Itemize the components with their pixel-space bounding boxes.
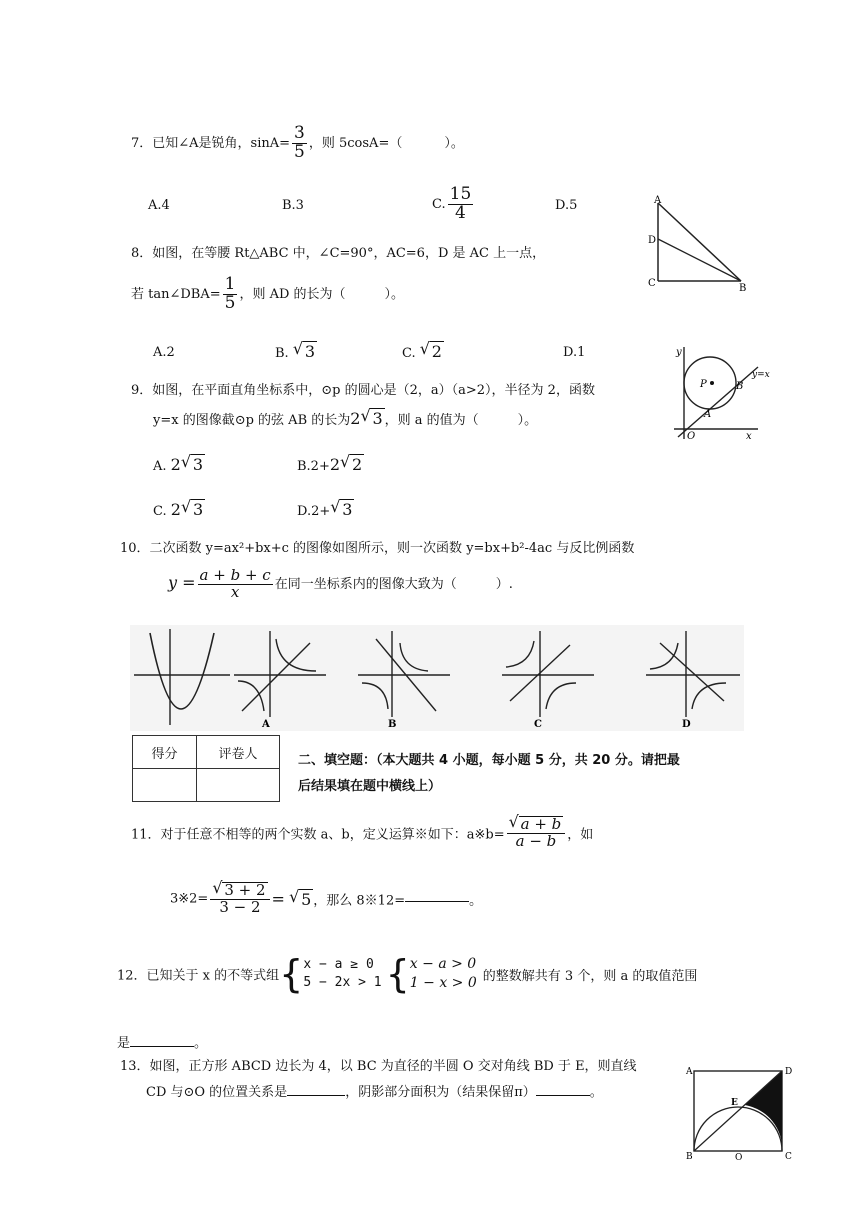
q10-label-d: D: [682, 719, 691, 730]
section2-title-line2: 后结果填在题中横线上）: [298, 779, 442, 794]
q7-fraction: $\frac{3}{5}$: [294, 123, 305, 162]
q10-label-a: A: [262, 719, 270, 730]
q9-coordinate-figure: [668, 341, 780, 445]
q8-label-d: D: [648, 235, 657, 246]
q8-stem-line2: 若 tan∠DBA= $\frac{1}{5}$ ，则 AD 的长为（ ）。: [131, 274, 405, 313]
grader-label: 评卷人: [197, 736, 280, 769]
q10-stem-line1: 10．二次函数 y=ax²+bx+c 的图像如图所示，则一次函数 y=bx+b²-4ac 与反比例函数: [120, 541, 635, 556]
q12-stem-line1: 12．已知关于 x 的不等式组{ x − a ≥ 0 5 − 2x > 1 { x − a > 0 1 − x > 0 的整数解共有 3 个，则 a 的取值范围: [117, 952, 698, 996]
score-table: [132, 735, 280, 802]
q9-label-x: x: [746, 431, 752, 442]
q13-label-b: B: [686, 1152, 693, 1161]
q12-answer-blank[interactable]: [130, 1046, 194, 1047]
q10-stem-line2: y = $\frac{a + b + c}{x}$ 在同一坐标系内的图像大致为（ ）.: [168, 566, 513, 601]
q13-label-d: D: [785, 1067, 793, 1077]
q10-label-c: C: [534, 719, 542, 730]
section2-title-line1: 二、填空题：（本大题共 4 小题，每小题 5 分，共 20 分。请把最: [298, 753, 680, 768]
q7-option-a: A.4: [148, 198, 170, 213]
q10-graphs-figure: [130, 625, 744, 731]
q9-label-a: A: [704, 409, 712, 420]
q9-stem-line2: y=x 的图像截⊙p 的弦 AB 的长为2 √ 3 ，则 a 的值为（ ）。: [153, 406, 538, 428]
q8-option-b: B. √ 3: [275, 339, 316, 361]
q9-label-p: P: [700, 379, 707, 390]
q7-option-d: D.5: [555, 198, 578, 213]
q13-label-a: A: [686, 1067, 693, 1077]
q9-option-c: C. 2 √ 3: [153, 497, 204, 519]
score-label: 得分: [133, 736, 197, 769]
grader-cell[interactable]: [197, 769, 280, 802]
q9-label-line: y=x: [752, 370, 770, 380]
q9-label-y: y: [676, 347, 682, 358]
q11-answer-blank[interactable]: [405, 901, 469, 902]
q13-label-o: O: [735, 1153, 743, 1161]
q7-option-c: C. $\frac{15}{4}$: [432, 184, 472, 223]
q8-triangle-figure: [643, 193, 751, 295]
q9-option-b: B.2+2 √ 2: [297, 452, 363, 474]
q8-label-c: C: [648, 278, 656, 289]
q12-stem-line2: 是 。: [117, 1036, 208, 1051]
q13-square-figure: [682, 1063, 798, 1161]
q9-label-b: B: [736, 381, 744, 392]
q8-label-b: B: [739, 283, 747, 294]
q13-blank-1[interactable]: [287, 1095, 345, 1096]
q7-stem: 7．已知∠A是锐角，sinA= $\frac{3}{5}$ ，则 5cosA=（ ）。: [131, 123, 464, 162]
q9-option-a: A. 2 √ 3: [153, 452, 204, 474]
q7-option-b: B.3: [282, 198, 304, 213]
q13-stem-line1: 13．如图，正方形 ABCD 边长为 4，以 BC 为直径的半圆 O 交对角线 BD 于 E，则直线: [120, 1059, 637, 1074]
q10-label-b: B: [388, 719, 397, 730]
q13-label-e: E: [731, 1098, 738, 1108]
q9-label-o: O: [687, 431, 696, 442]
q9-stem-line1: 9．如图，在平面直角坐标系中，⊙p 的圆心是（2，a）（a>2），半径为 2，函数: [131, 383, 595, 398]
q13-label-c: C: [785, 1152, 792, 1161]
q11-stem-line2: 3※2= √ 3 + 2 3 − 2 = √ 5 ，那么 8※12= 。: [170, 878, 483, 916]
q8-option-a: A.2: [153, 345, 175, 360]
q11-stem-line1: 11．对于任意不相等的两个实数 a、b，定义运算※如下：a※b= √ a + b a − b ，如: [131, 812, 594, 850]
q13-stem-line2: CD 与⊙O 的位置关系是 ，阴影部分面积为（结果保留π） 。: [146, 1085, 603, 1100]
q8-option-c: C. √ 2: [402, 339, 442, 361]
q13-blank-2[interactable]: [536, 1095, 590, 1096]
q8-option-d: D.1: [563, 345, 586, 360]
q8-stem-line1: 8．如图，在等腰 Rt△ABC 中，∠C=90°，AC=6，D 是 AC 上一点，: [131, 246, 546, 261]
score-cell[interactable]: [133, 769, 197, 802]
q8-label-a: A: [654, 195, 662, 206]
q9-option-d: D.2+ √ 3: [297, 497, 353, 519]
